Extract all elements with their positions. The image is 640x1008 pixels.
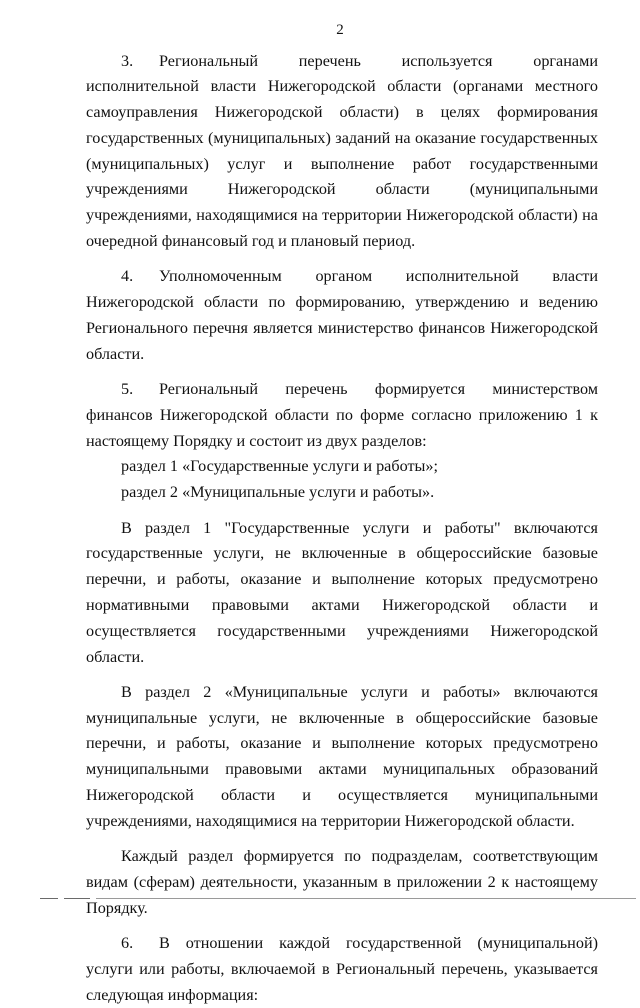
section-1-description: В раздел 1 "Государственные услуги и работы" включаются государственные услуги, не включенные в общероссийские базовые перечни, и работы, оказание и выполнение которых предусмотрено нормативными правовыми актами Нижегородской области и осуществляется государственными учреждениями Нижегородской области. xyxy=(86,516,598,671)
paragraph-text: Региональный перечень формируется министерством финансов Нижегородской области по форме согласно приложению 1 к настоящему Порядку и состоит из двух разделов: xyxy=(86,380,598,450)
page-number: 2 xyxy=(0,20,640,40)
paragraph-6 xyxy=(86,931,598,1008)
document-body xyxy=(86,49,598,1008)
paragraph-5 xyxy=(86,377,598,454)
paragraph-text: Региональный перечень используется органами исполнительной власти Нижегородской области (органами местного самоуправления Нижегородской области) в целях формирования государственных (муниципальных) заданий на оказание государственных (муниципальных) услуг и выполнение работ государственными учреждениями Нижегородской области (муниципальными учреждениями, находящимися на территории Нижегородской области) на очередной финансовый год и плановый период. xyxy=(86,52,598,251)
paragraph-4 xyxy=(86,264,598,367)
section-1-item: раздел 1 «Государственные услуги и работы»; xyxy=(86,454,598,480)
paragraph-3 xyxy=(86,49,598,255)
paragraph-number: 3. xyxy=(121,49,159,75)
paragraph-number: 4. xyxy=(121,264,159,290)
paragraph-number: 5. xyxy=(121,377,159,403)
scan-edge-artifact xyxy=(0,893,640,905)
paragraph-text: В отношении каждой государственной (муниципальной) услуги или работы, включаемой в Региональный перечень, указывается следующая информация: xyxy=(86,934,598,1004)
paragraph-text: Уполномоченным органом исполнительной власти Нижегородской области по формированию, утверждению и ведению Регионального перечня является министерство финансов Нижегородской области. xyxy=(86,267,598,362)
paragraph-number: 6. xyxy=(121,931,159,957)
subsections-paragraph: Каждый раздел формируется по подразделам, соответствующим видам (сферам) деятельности, указанным в приложении 2 к настоящему Порядку. xyxy=(86,844,598,921)
section-2-description: В раздел 2 «Муниципальные услуги и работы» включаются муниципальные услуги, не включенные в общероссийские базовые перечни, и работы, оказание и выполнение которых предусмотрено муниципальными правовыми актами муниципальных образований Нижегородской области и осуществляется муниципальными учреждениями, находящимися на территории Нижегородской области. xyxy=(86,680,598,835)
section-2-item: раздел 2 «Муниципальные услуги и работы». xyxy=(86,480,598,506)
